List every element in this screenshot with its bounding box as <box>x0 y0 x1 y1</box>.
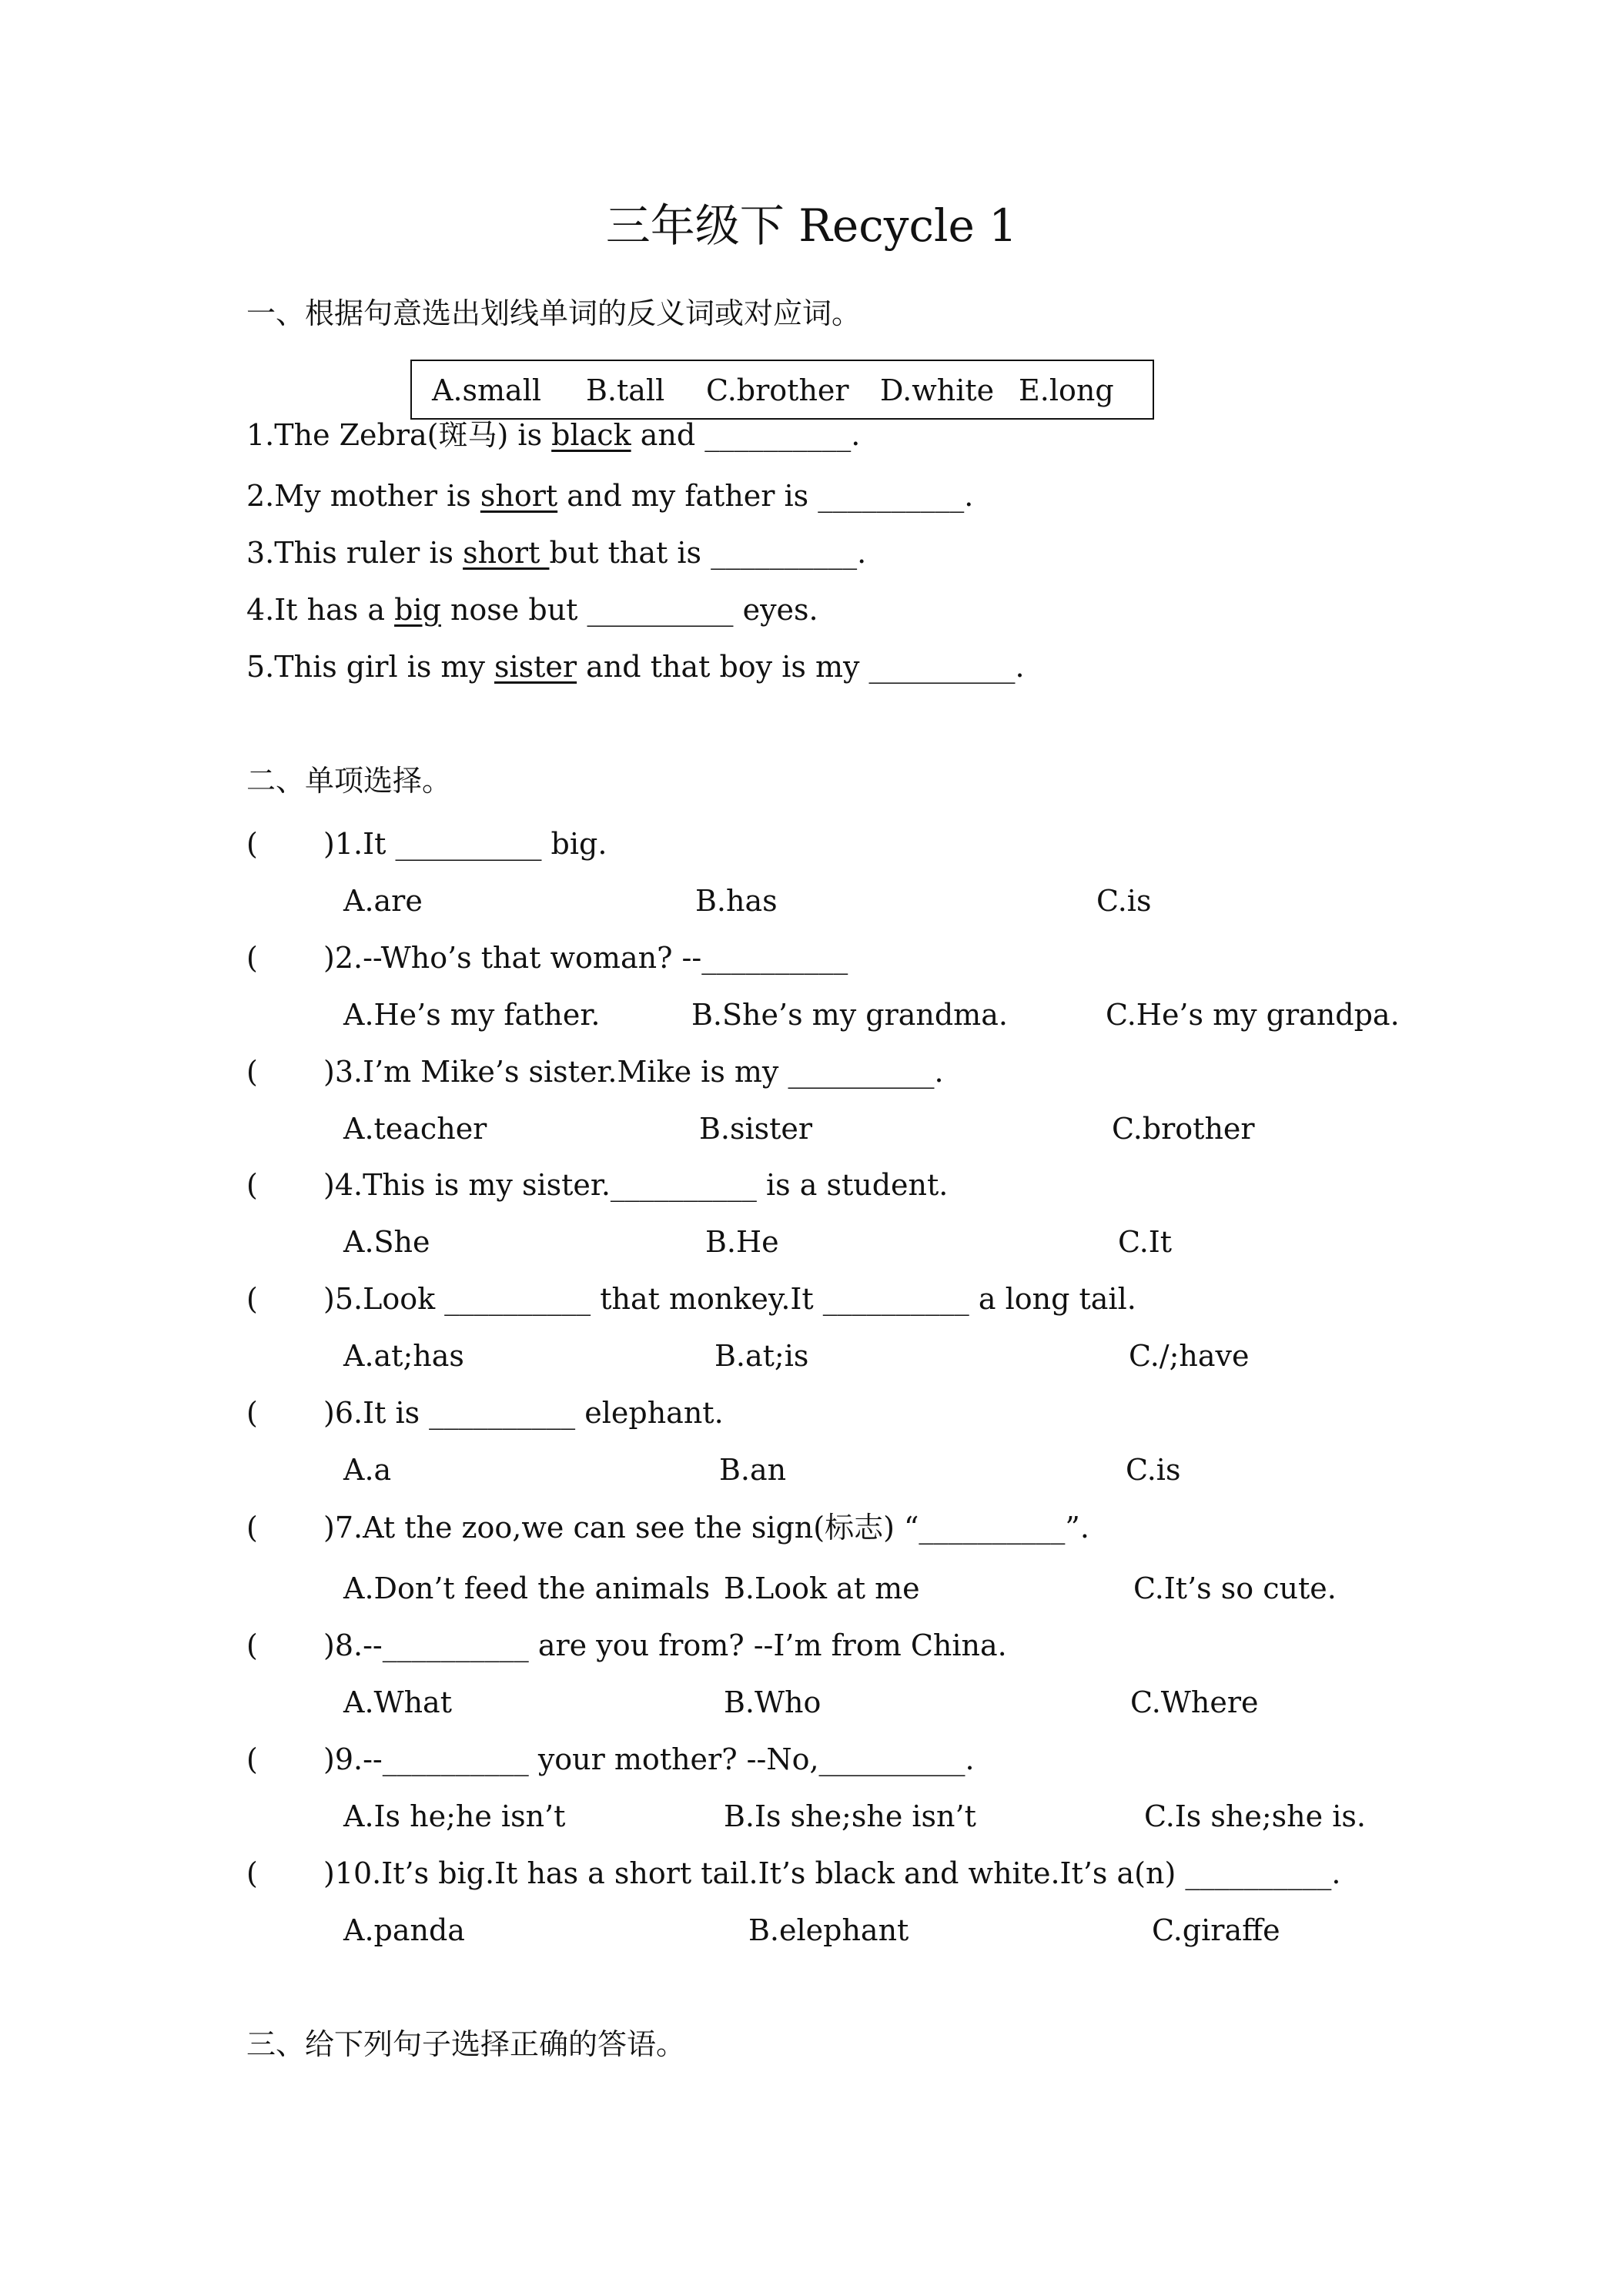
option-a: A.She <box>343 1225 430 1259</box>
option-a: A.at;has <box>343 1339 464 1373</box>
option-c: C.is <box>1096 884 1152 918</box>
option-a: A.He’s my father. <box>343 998 601 1032</box>
answer-paren: ( <box>246 1282 258 1316</box>
answer-paren: ( <box>246 1055 258 1089</box>
option-a: A.a <box>343 1453 392 1487</box>
question-text: )4.This is my sister.__________ is a student. <box>323 1168 949 1202</box>
section3-heading: 三、给下列句子选择正确的答语。 <box>246 2027 686 2061</box>
word-bank-option: E.long <box>1019 373 1114 407</box>
question-text: )5.Look __________ that monkey.It __________ a long tail. <box>323 1282 1136 1316</box>
item-text-before: 2.My mother is <box>246 479 480 513</box>
option-c: C./;have <box>1129 1339 1250 1373</box>
option-b: B.sister <box>699 1112 813 1146</box>
option-b: B.Look at me <box>724 1571 920 1605</box>
option-c: C.It <box>1118 1225 1173 1259</box>
word-bank-option: A.small <box>432 373 542 407</box>
item-text-after: and __________. <box>631 418 861 452</box>
underlined-word: short <box>480 479 558 513</box>
item-text-after: and my father is __________. <box>557 479 974 513</box>
word-bank-option: B.tall <box>586 373 665 407</box>
question-text: )3.I’m Mike’s sister.Mike is my __________. <box>323 1055 944 1089</box>
answer-paren: ( <box>246 827 258 861</box>
page-title: 三年级下 Recycle 1 <box>605 199 1018 252</box>
underlined-word: sister <box>494 650 577 684</box>
question-text: )8.--__________ are you from? --I’m from China. <box>323 1628 1007 1662</box>
question-text: )7.At the zoo,we can see the sign(标志) “__________”. <box>323 1511 1089 1545</box>
answer-paren: ( <box>246 1168 258 1202</box>
option-b: B.at;is <box>714 1339 809 1373</box>
section1-item <box>246 648 1025 685</box>
underlined-word: short <box>463 536 550 570</box>
option-b: B.has <box>695 884 778 918</box>
option-c: C.giraffe <box>1152 1913 1280 1947</box>
section1-item <box>246 591 818 628</box>
question-text: )6.It is __________ elephant. <box>323 1396 724 1430</box>
option-b: B.Is she;she isn’t <box>724 1799 976 1833</box>
section1-item <box>246 417 860 454</box>
item-text-before: 1.The Zebra(斑马) is <box>246 418 552 452</box>
option-c: C.Where <box>1130 1685 1259 1719</box>
section1-item <box>246 534 866 571</box>
option-a: A.What <box>343 1685 452 1719</box>
option-b: B.She’s my grandma. <box>691 998 1008 1032</box>
option-b: B.He <box>705 1225 779 1259</box>
question-text: )2.--Who’s that woman? --__________ <box>323 941 848 975</box>
answer-paren: ( <box>246 1856 258 1890</box>
question-text: )1.It __________ big. <box>323 827 607 861</box>
option-c: C.Is she;she is. <box>1144 1799 1366 1833</box>
question-text: )9.--__________ your mother? --No,__________. <box>323 1742 975 1776</box>
item-text-after: and that boy is my __________. <box>577 650 1025 684</box>
underlined-word: big <box>394 593 441 627</box>
section2-heading: 二、单项选择。 <box>246 764 452 798</box>
answer-paren: ( <box>246 1396 258 1430</box>
section1-heading: 一、根据句意选出划线单词的反义词或对应词。 <box>246 296 862 330</box>
option-a: A.teacher <box>343 1112 487 1146</box>
item-text-before: 3.This ruler is <box>246 536 463 570</box>
item-text-before: 4.It has a <box>246 593 395 627</box>
option-c: C.is <box>1126 1453 1181 1487</box>
option-a: A.panda <box>343 1913 465 1947</box>
option-c: C.It’s so cute. <box>1133 1571 1337 1605</box>
option-c: C.He’s my grandpa. <box>1106 998 1400 1032</box>
item-text-after: but that is __________. <box>549 536 867 570</box>
option-b: B.elephant <box>748 1913 909 1947</box>
option-b: B.Who <box>724 1685 822 1719</box>
option-a: A.Don’t feed the animals <box>343 1571 711 1605</box>
word-bank-box <box>410 360 1154 420</box>
option-c: C.brother <box>1112 1112 1255 1146</box>
answer-paren: ( <box>246 1511 258 1545</box>
section1-item <box>246 477 973 514</box>
question-text: )10.It’s big.It has a short tail.It’s black and white.It’s a(n) __________. <box>323 1856 1341 1890</box>
answer-paren: ( <box>246 1742 258 1776</box>
answer-paren: ( <box>246 941 258 975</box>
item-text-after: nose but __________ eyes. <box>440 593 818 627</box>
word-bank-option: C.brother <box>706 373 849 407</box>
option-b: B.an <box>719 1453 787 1487</box>
option-a: A.are <box>343 884 423 918</box>
underlined-word: black <box>551 418 631 452</box>
item-text-before: 5.This girl is my <box>246 650 494 684</box>
option-a: A.Is he;he isn’t <box>343 1799 566 1833</box>
answer-paren: ( <box>246 1628 258 1662</box>
word-bank-option: D.white <box>880 373 995 407</box>
